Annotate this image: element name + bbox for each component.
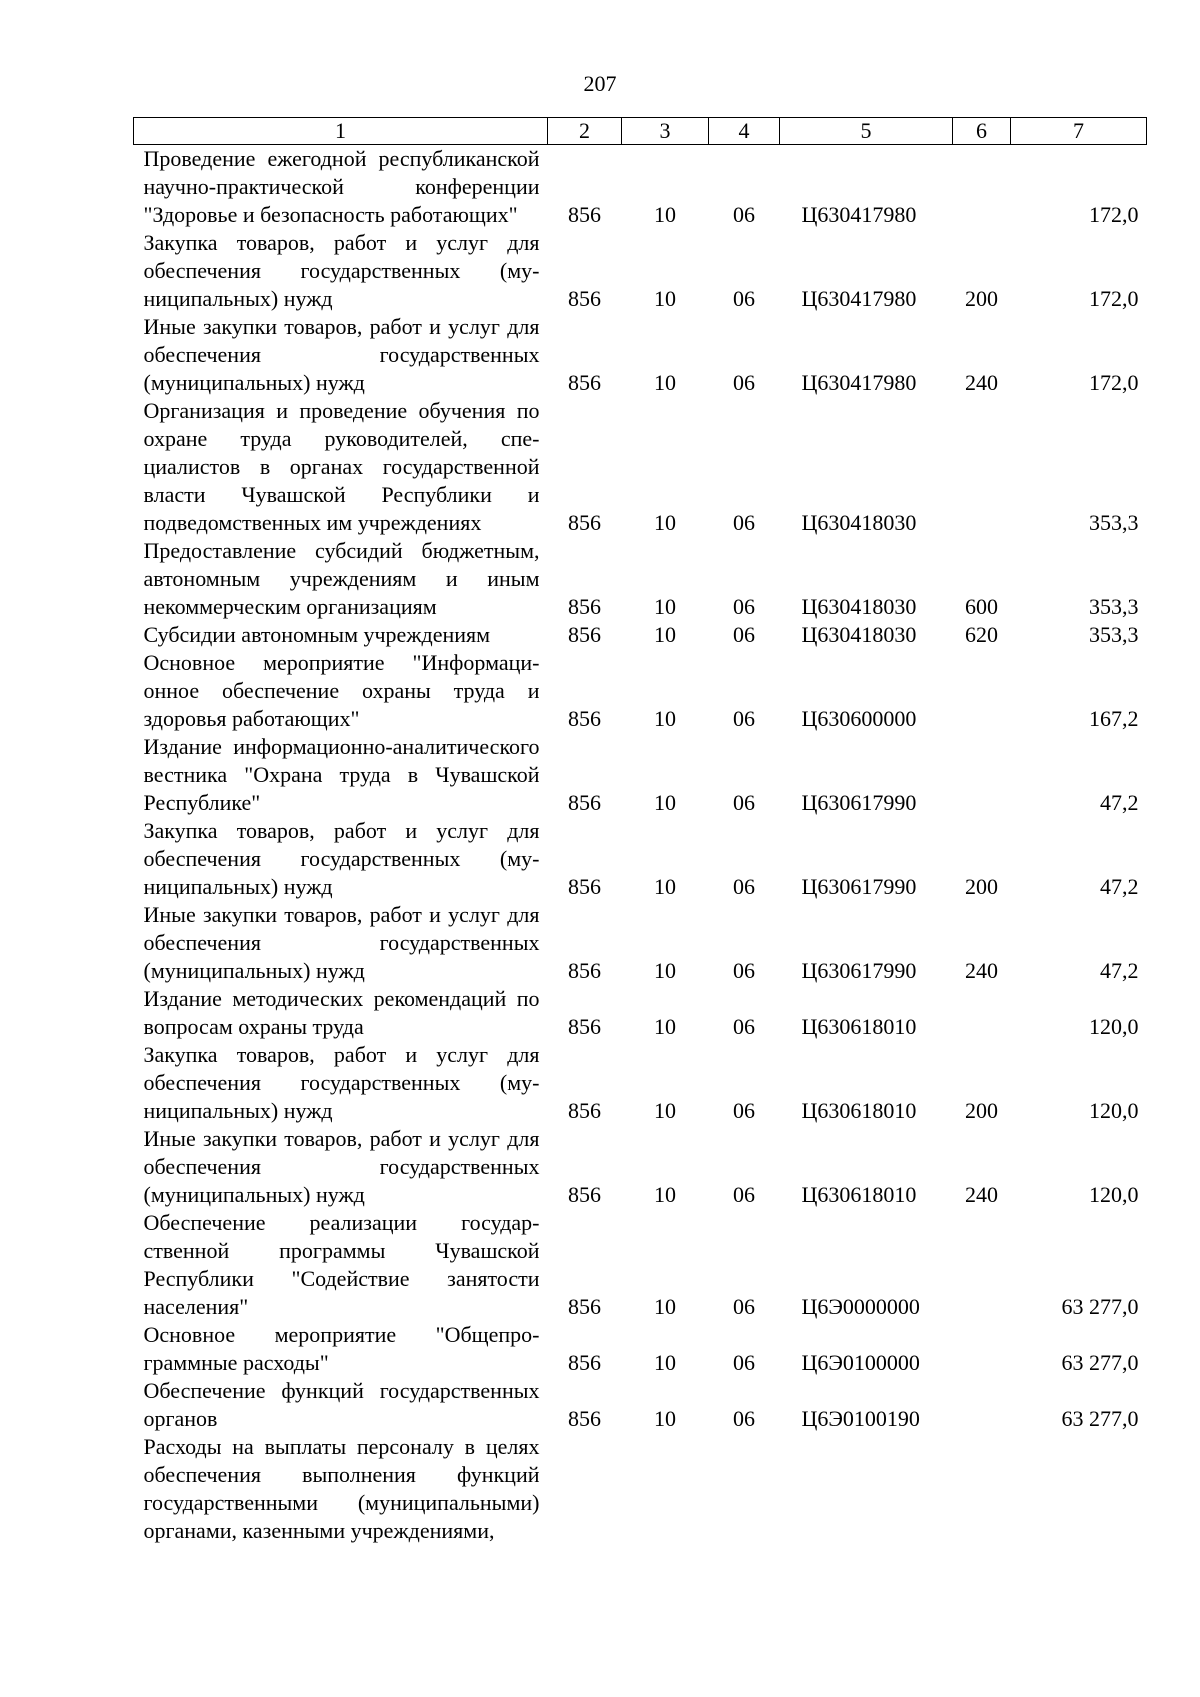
row-ministry-code: 856 [568,706,601,731]
row-subsection-code: 06 [733,594,755,619]
row-subsection-code: 06 [733,1098,755,1123]
row-target-article [780,1433,953,1545]
row-description: Иные закупки товаров, работ и услуг для обеспечения государственных (муниципальных) нужд [143,1126,540,1207]
row-target-article: Ц630418030 [801,622,917,647]
row-description: Закупка товаров, работ и услуг для обеспечения государственных (муниципальных) нужд [143,230,540,311]
row-expense-type: 620 [965,622,998,647]
row-description: Издание информационно-аналитического вестника "Охрана труда в Чувашской Республике" [143,734,540,815]
table-row [134,817,1147,901]
table-row [134,313,1147,397]
row-ministry-code: 856 [568,1406,601,1431]
row-ministry-code: 856 [568,594,601,619]
row-subsection-code: 06 [733,706,755,731]
row-section-code: 10 [654,958,676,983]
row-description: Обеспечение реализации государственной программы Чувашской Республики "Содействие занятости населения" [143,1210,540,1319]
row-amount: 63 277,0 [1061,1294,1139,1319]
row-target-article: Ц630617990 [801,790,917,815]
row-target-article: Ц630417980 [801,370,917,395]
row-ministry-code: 856 [568,202,601,227]
row-amount: 63 277,0 [1061,1350,1139,1375]
row-amount: 120,0 [1089,1014,1139,1039]
row-target-article: Ц630618010 [801,1014,917,1039]
table-row [134,537,1147,621]
row-description: Иные закупки товаров, работ и услуг для обеспечения государственных (муниципальных) нужд [143,902,540,983]
row-expense-type: 240 [965,370,998,395]
row-expense-type [953,985,1011,1041]
table-header-row [134,118,1147,145]
row-ministry-code: 856 [568,370,601,395]
table-row [134,621,1147,649]
row-description: Основное мероприятие "Общепрограммные расходы" [143,1322,540,1375]
row-target-article: Ц630418030 [801,510,917,535]
row-description: Обеспечение функций государственных органов [143,1378,540,1431]
row-ministry-code: 856 [568,1294,601,1319]
table-row [134,1125,1147,1209]
row-subsection-code: 06 [733,958,755,983]
row-description: Организация и проведение обучения по охране труда руководителей, специалистов в органах государственной власти Чувашской Республики и подведомственных им учреждениях [143,398,540,535]
row-section-code: 10 [654,874,676,899]
row-target-article: Ц630617990 [801,874,917,899]
row-amount: 120,0 [1089,1182,1139,1207]
row-amount: 63 277,0 [1061,1406,1139,1431]
row-section-code: 10 [654,790,676,815]
table-row [134,1041,1147,1125]
table-row [134,1433,1147,1545]
row-target-article: Ц630617990 [801,958,917,983]
row-section-code: 10 [654,510,676,535]
row-subsection-code [709,1433,780,1545]
row-expense-type: 600 [965,594,998,619]
row-description: Закупка товаров, работ и услуг для обеспечения государственных (муниципальных) нужд [143,818,540,899]
row-description: Иные закупки товаров, работ и услуг для обеспечения государственных (муниципальных) нужд [143,314,540,395]
row-ministry-code: 856 [568,1014,601,1039]
row-expense-type [953,1377,1011,1433]
row-description: Издание методических рекомендаций по вопросам охраны труда [143,986,540,1039]
column-header-3: 3 [622,118,709,145]
row-expense-type [953,1433,1011,1545]
row-section-code: 10 [654,1098,676,1123]
row-amount: 47,2 [1100,790,1139,815]
row-subsection-code: 06 [733,510,755,535]
row-ministry-code: 856 [568,510,601,535]
row-expense-type [953,649,1011,733]
row-ministry-code: 856 [568,874,601,899]
table-row [134,229,1147,313]
row-ministry-code [548,1433,622,1545]
row-section-code: 10 [654,370,676,395]
table-row [134,145,1147,230]
row-description: Предоставление субсидий бюджетным, автономным учреждениям и иным некоммерческим организациям [143,538,540,619]
table-row [134,985,1147,1041]
row-expense-type [953,145,1011,230]
column-header-2: 2 [548,118,622,145]
row-expense-type [953,1321,1011,1377]
row-subsection-code: 06 [733,874,755,899]
row-subsection-code: 06 [733,1014,755,1039]
row-description: Основное мероприятие "Информационное обеспечение охраны труда и здоровья работающих" [143,650,540,731]
budget-table [133,117,1147,1545]
column-header-7: 7 [1011,118,1147,145]
table-row [134,733,1147,817]
row-ministry-code: 856 [568,622,601,647]
row-amount: 353,3 [1089,594,1139,619]
table-row [134,397,1147,537]
row-amount: 353,3 [1089,510,1139,535]
row-expense-type [953,397,1011,537]
row-description: Расходы на выплаты персоналу в целях обеспечения выполнения функций государственными (муниципальными) органами, казенными учреждениями, [143,1434,540,1543]
row-section-code: 10 [654,594,676,619]
row-ministry-code: 856 [568,958,601,983]
row-expense-type [953,1209,1011,1321]
row-subsection-code: 06 [733,1294,755,1319]
column-header-1: 1 [134,118,548,145]
row-ministry-code: 856 [568,1182,601,1207]
row-expense-type: 240 [965,1182,998,1207]
row-section-code: 10 [654,286,676,311]
row-subsection-code: 06 [733,1350,755,1375]
column-header-6: 6 [953,118,1011,145]
row-ministry-code: 856 [568,286,601,311]
row-section-code: 10 [654,1014,676,1039]
row-target-article: Ц630417980 [801,202,917,227]
row-target-article: Ц630418030 [801,594,917,619]
row-section-code: 10 [654,202,676,227]
page-number: 207 [583,71,617,96]
row-ministry-code: 856 [568,790,601,815]
row-expense-type: 240 [965,958,998,983]
row-expense-type: 200 [965,874,998,899]
row-target-article: Ц630618010 [801,1182,917,1207]
row-section-code: 10 [654,1350,676,1375]
row-subsection-code: 06 [733,622,755,647]
table-row [134,649,1147,733]
row-amount: 353,3 [1089,622,1139,647]
row-section-code [622,1433,709,1545]
row-section-code: 10 [654,706,676,731]
table-row [134,1321,1147,1377]
row-expense-type: 200 [965,1098,998,1123]
row-amount: 172,0 [1089,286,1139,311]
row-section-code: 10 [654,1182,676,1207]
row-description: Проведение ежегодной республиканской научно-практической конференции "Здоровье и безопасность работающих" [143,146,540,227]
row-subsection-code: 06 [733,202,755,227]
table-row [134,901,1147,985]
row-amount: 167,2 [1089,706,1139,731]
row-subsection-code: 06 [733,370,755,395]
row-amount: 172,0 [1089,202,1139,227]
column-header-5: 5 [780,118,953,145]
row-amount: 120,0 [1089,1098,1139,1123]
row-description: Субсидии автономным учреждениям [143,622,491,647]
row-target-article: Ц630618010 [801,1098,917,1123]
row-target-article: Ц6Э0100190 [801,1406,920,1431]
column-header-4: 4 [709,118,780,145]
row-subsection-code: 06 [733,1406,755,1431]
row-subsection-code: 06 [733,1182,755,1207]
table-row [134,1377,1147,1433]
row-section-code: 10 [654,622,676,647]
row-section-code: 10 [654,1294,676,1319]
row-description: Закупка товаров, работ и услуг для обеспечения государственных (муниципальных) нужд [143,1042,540,1123]
row-subsection-code: 06 [733,790,755,815]
row-section-code: 10 [654,1406,676,1431]
row-target-article: Ц630417980 [801,286,917,311]
table-row [134,1209,1147,1321]
row-expense-type: 200 [965,286,998,311]
row-expense-type [953,733,1011,817]
row-target-article: Ц6Э0000000 [801,1294,920,1319]
row-amount: 172,0 [1089,370,1139,395]
row-target-article: Ц630600000 [801,706,917,731]
row-amount: 47,2 [1100,874,1139,899]
row-ministry-code: 856 [568,1350,601,1375]
row-ministry-code: 856 [568,1098,601,1123]
row-amount: 47,2 [1100,958,1139,983]
row-subsection-code: 06 [733,286,755,311]
row-amount [1011,1433,1147,1545]
row-target-article: Ц6Э0100000 [801,1350,920,1375]
